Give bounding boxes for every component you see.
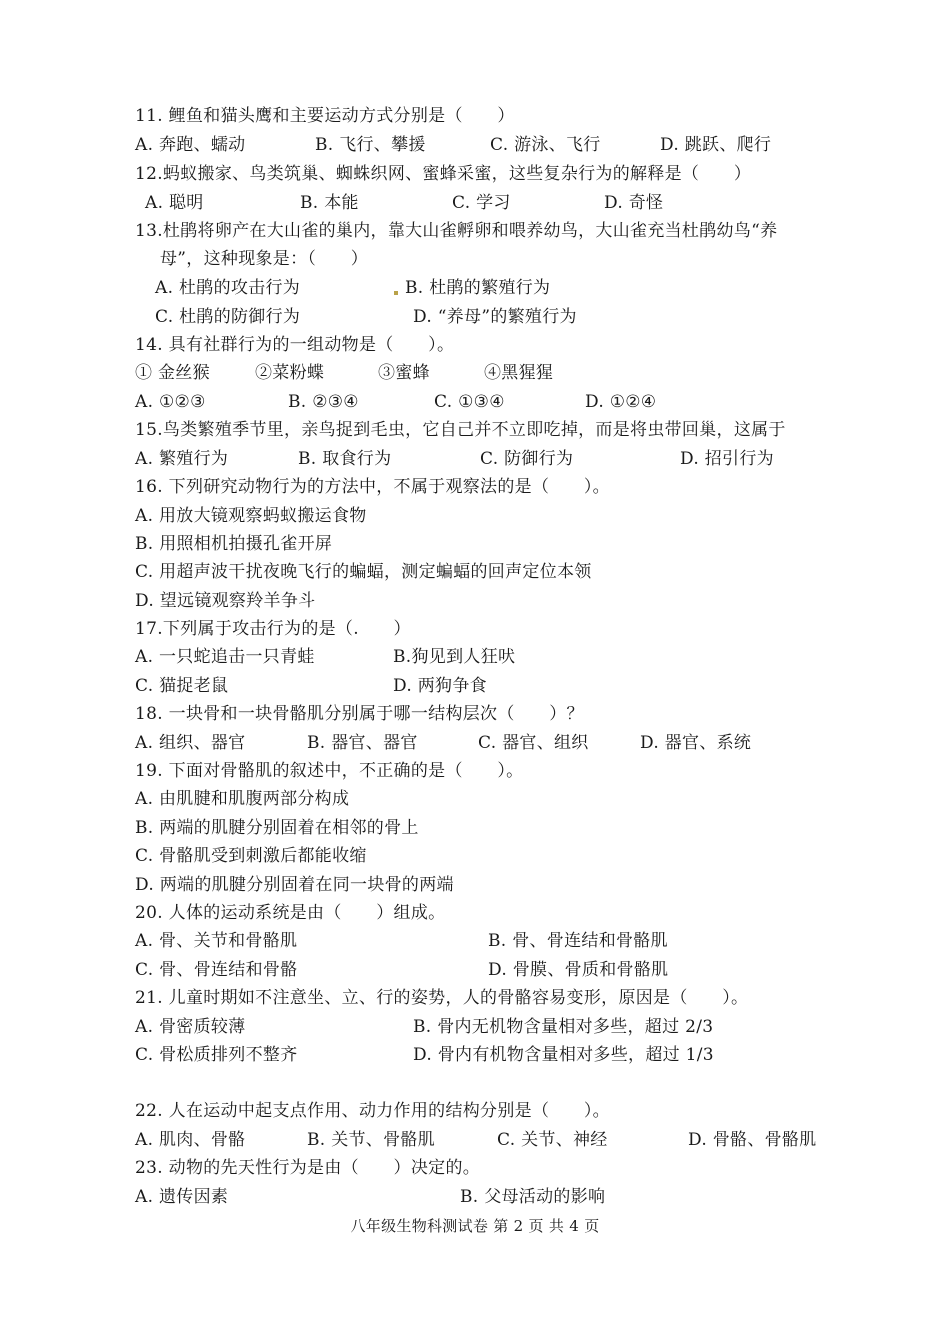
q22-option-a: A. 肌肉、骨骼 [135, 1130, 246, 1150]
q17-option-c: C. 猫捉老鼠 [135, 676, 229, 696]
q13-option-b: B. 杜鹃的繁殖行为 [405, 278, 551, 298]
q14-item-3: ③蜜蜂 [378, 363, 430, 383]
q22-option-b: B. 关节、骨骼肌 [307, 1130, 435, 1150]
q15-option-a: A. 繁殖行为 [135, 449, 229, 469]
q13-option-c: C. 杜鹃的防御行为 [155, 307, 301, 327]
q14-option-c: C. ①③④ [434, 392, 505, 412]
q18-option-c: C. 器官、组织 [478, 733, 589, 753]
q13-stem-line2: 母”，这种现象是：（ ） [160, 249, 369, 269]
q17-option-b: B.狗见到人狂吠 [393, 647, 516, 667]
q12-stem: 12.蚂蚁搬家、鸟类筑巢、蜘蛛织网、蜜蜂采蜜，这些复杂行为的解释是（ ） [135, 164, 752, 184]
q21-option-d: D. 骨内有机物含量相对多些，超过 1/3 [413, 1045, 714, 1065]
q22-option-d: D. 骨骼、骨骼肌 [688, 1130, 817, 1150]
q19-stem: 19. 下面对骨骼肌的叙述中，不正确的是（ ）。 [135, 761, 524, 781]
q18-option-a: A. 组织、器官 [135, 733, 246, 753]
q20-stem: 20. 人体的运动系统是由（ ）组成。 [135, 903, 446, 923]
q21-option-c: C. 骨松质排列不整齐 [135, 1045, 298, 1065]
q18-stem: 18. 一块骨和一块骨骼肌分别属于哪一结构层次（ ）？ [135, 704, 584, 724]
q16-stem: 16. 下列研究动物行为的方法中，不属于观察法的是（ ）。 [135, 477, 610, 497]
q18-option-d: D. 器官、系统 [640, 733, 752, 753]
q17-stem: 17.下列属于攻击行为的是（. ） [135, 619, 411, 639]
q22-stem: 22. 人在运动中起支点作用、动力作用的结构分别是（ ）。 [135, 1101, 610, 1121]
q14-item-1: ① 金丝猴 [135, 363, 210, 383]
q22-option-c: C. 关节、神经 [497, 1130, 608, 1150]
q11-option-a: A. 奔跑、蠕动 [135, 135, 246, 155]
q20-option-b: B. 骨、骨连结和骨骼肌 [488, 931, 668, 951]
q11-option-b: B. 飞行、攀援 [315, 135, 426, 155]
page-footer: 八年级生物科测试卷 第 2 页 共 4 页 [350, 1217, 600, 1235]
q12-option-d: D. 奇怪 [604, 193, 664, 213]
q20-option-c: C. 骨、骨连结和骨骼 [135, 960, 298, 980]
q14-item-4: ④黑猩猩 [484, 363, 554, 383]
q23-option-a: A. 遗传因素 [135, 1187, 229, 1207]
q14-option-d: D. ①②④ [585, 392, 657, 412]
q21-option-a: A. 骨密质较薄 [135, 1017, 246, 1037]
q13-option-a: A. 杜鹃的攻击行为 [155, 278, 301, 298]
q12-option-c: C. 学习 [452, 193, 511, 213]
q15-stem: 15.鸟类繁殖季节里，亲鸟捉到毛虫，它自己并不立即吃掉，而是将虫带回巢，这属于 [135, 420, 786, 440]
q16-option-c: C. 用超声波干扰夜晚飞行的蝙蝠，测定蝙蝠的回声定位本领 [135, 562, 592, 582]
q12-option-a: A. 聪明 [145, 193, 204, 213]
q17-option-d: D. 两狗争食 [393, 676, 487, 696]
q20-option-d: D. 骨膜、骨质和骨骼肌 [488, 960, 669, 980]
q17-option-a: A. 一只蛇追击一只青蛙 [135, 647, 315, 667]
q23-stem: 23. 动物的先天性行为是由（ ）决定的。 [135, 1158, 481, 1178]
q18-option-b: B. 器官、器官 [307, 733, 418, 753]
q16-option-b: B. 用照相机拍摄孔雀开屏 [135, 534, 333, 554]
q13-stem-line1: 13.杜鹃将卵产在大山雀的巢内，靠大山雀孵卵和喂养幼鸟，大山雀充当杜鹃幼鸟“养 [135, 221, 778, 241]
q13-option-d: D. “养母”的繁殖行为 [413, 307, 577, 327]
q12-option-b: B. 本能 [300, 193, 359, 213]
q11-stem: 11. 鲤鱼和猫头鹰和主要运动方式分别是（ ） [135, 106, 515, 126]
q15-option-b: B. 取食行为 [298, 449, 392, 469]
q20-option-a: A. 骨、关节和骨骼肌 [135, 931, 298, 951]
q21-option-b: B. 骨内无机物含量相对多些，超过 2/3 [413, 1017, 714, 1037]
print-speck [394, 291, 398, 295]
q15-option-d: D. 招引行为 [680, 449, 774, 469]
q11-option-d: D. 跳跃、爬行 [660, 135, 772, 155]
q15-option-c: C. 防御行为 [480, 449, 574, 469]
q21-stem: 21. 儿童时期如不注意坐、立、行的姿势，人的骨骼容易变形，原因是（ ）。 [135, 988, 749, 1008]
q23-option-b: B. 父母活动的影响 [460, 1187, 606, 1207]
q14-stem: 14. 具有社群行为的一组动物是（ ）。 [135, 335, 455, 355]
q11-option-c: C. 游泳、飞行 [490, 135, 601, 155]
q14-item-2: ②菜粉蝶 [255, 363, 325, 383]
q19-option-d: D. 两端的肌腱分别固着在同一块骨的两端 [135, 875, 454, 895]
q19-option-b: B. 两端的肌腱分别固着在相邻的骨上 [135, 818, 419, 838]
q16-option-d: D. 望远镜观察羚羊争斗 [135, 591, 316, 611]
q14-option-a: A. ①②③ [135, 392, 206, 412]
q14-option-b: B. ②③④ [288, 392, 359, 412]
q16-option-a: A. 用放大镜观察蚂蚁搬运食物 [135, 506, 367, 526]
q19-option-a: A. 由肌腱和肌腹两部分构成 [135, 789, 350, 809]
q19-option-c: C. 骨骼肌受到刺激后都能收缩 [135, 846, 367, 866]
